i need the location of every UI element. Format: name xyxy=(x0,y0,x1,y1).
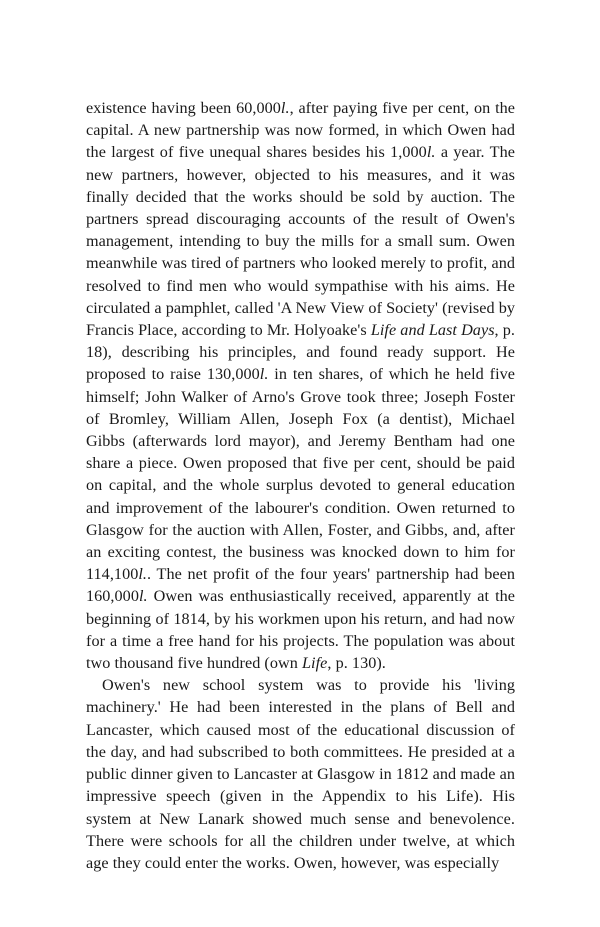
text-segment: , p. 130). xyxy=(327,654,386,673)
text-segment: a year. The new partners, however, objected to his measures, and it was finally decided that the works should be sold by auction. The partners spread discouraging accounts of the result of Owen's management, intending to buy the mills for a small sum. Owen meanwhile was tired of partners who looked merely to profit, and resolved to find men who would sympathise with his aims. He circulated a pamphlet, called 'A New View of Society' (revised by Francis Place, according to Mr. Holyoake's xyxy=(86,143,516,340)
text-segment: . The net profit of the four years' partnership had been 160,000 xyxy=(86,565,515,606)
italic-segment: Life xyxy=(302,654,328,673)
text-segment: existence having been 60,000 xyxy=(86,99,281,117)
text-segment: in ten shares, of which he held five himself; John Walker of Arno's Grove took three; Joseph Foster of Bromley, William Allen, Joseph Fox (a dentist), Michael Gibbs (afterwards lord mayor), and Jeremy Bentham had one share a piece. Owen proposed that five per cent, should be paid on capital, and the whole surplus devoted to general education and improvement of the labourer's condition. Owen returned to Glasgow for the auction with Allen, Foster, and Gibbs, and, after an exciting contest, the business was knocked down to him for 114,100 xyxy=(86,365,515,584)
page-body xyxy=(86,97,515,874)
paragraph-1 xyxy=(86,97,515,674)
italic-segment: l. xyxy=(259,365,269,384)
italic-segment: l. xyxy=(426,143,436,162)
italic-segment: l. xyxy=(138,587,148,606)
paragraph-2 xyxy=(86,674,515,874)
italic-segment: l. xyxy=(138,565,148,584)
text-segment: , p. 18), describing his principles, and found ready support. He proposed to raise 130,000 xyxy=(86,321,516,384)
italic-segment: Life and Last Days xyxy=(370,321,495,340)
italic-segment: l. xyxy=(280,99,290,117)
text-segment: Owen was enthusiastically received, apparently at the beginning of 1814, by his workmen upon his return, and had now for a time a free hand for his projects. The population was about two thousand five hundred (own xyxy=(86,587,515,673)
text-segment: , after paying five per cent, on the capital. A new partnership was now formed, in which Owen had the largest of five unequal shares besides his 1,000 xyxy=(86,99,515,162)
text-segment: Owen's new school system was to provide his 'living machinery.' He had been interested in the plans of Bell and Lancaster, which caused most of the educational discussion of the day, and had subscribed to both committees. He presided at a public dinner given to Lancaster at Glasgow in 1812 and made an impressive speech (given in the Appendix to his Life). His system at New Lanark showed much sense and benevolence. There were schools for all the children under twelve, at which age they could enter the works. Owen, however, was especially xyxy=(86,676,515,872)
